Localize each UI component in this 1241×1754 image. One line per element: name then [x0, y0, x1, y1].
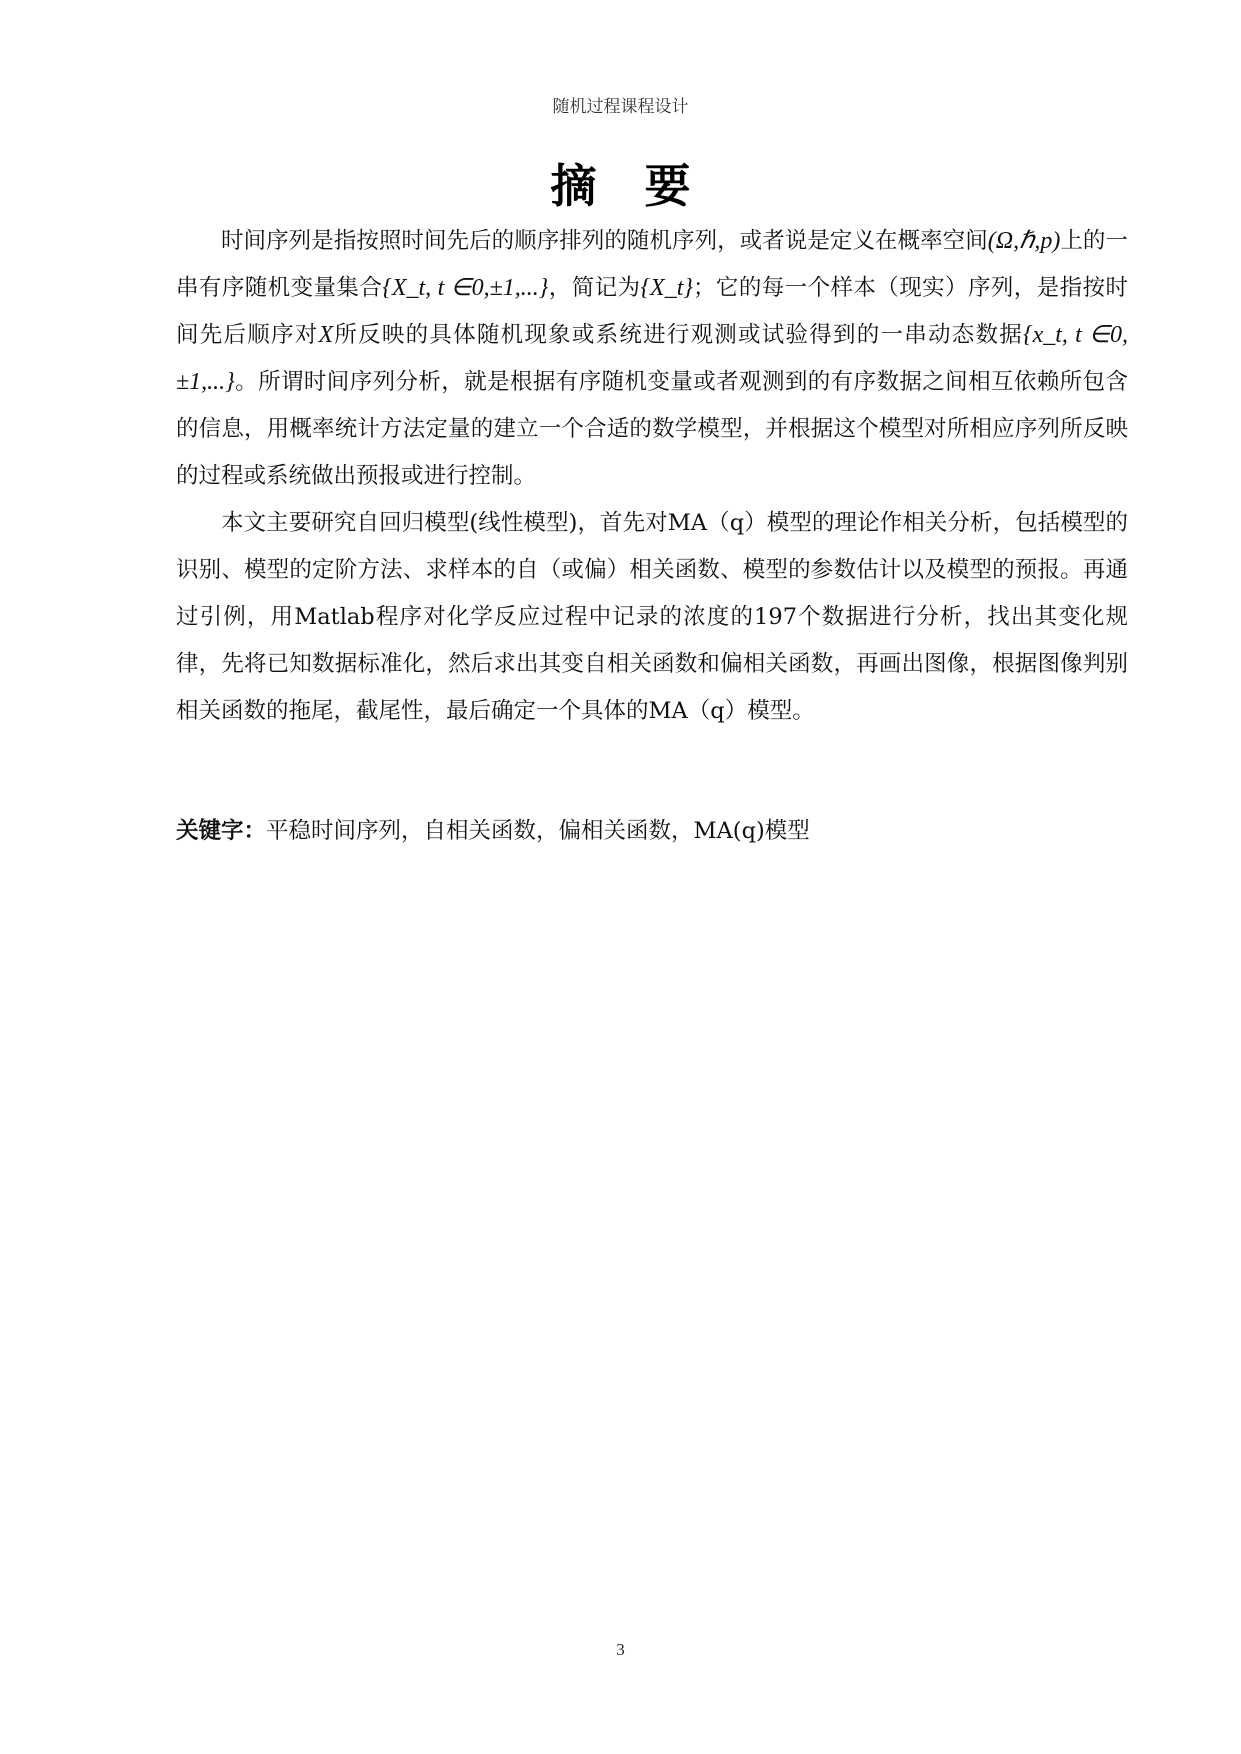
- p1-text-6: 。所谓时间序列分析，就是根据有序随机变量或者观测到的有序数据之间相互依赖所包含的信息，用概率统计方法定量的建立一个合适的数学模型，并根据这个模型对所相应序列所反映的过程或系统做出预报或进行控制。: [176, 369, 1128, 489]
- keywords-line: [176, 808, 1128, 855]
- p1-text-2: 上的一串有序随机变量集合: [176, 228, 1128, 301]
- abstract-body: [176, 218, 1128, 735]
- page-number: 3: [616, 1640, 625, 1659]
- p1-math-observed-set: {x_t, t ∈0,±1,...}: [176, 322, 1128, 395]
- keywords-label: 关键字：: [176, 818, 267, 844]
- keywords-text: 平稳时间序列，自相关函数，偏相关函数，MA(q)模型: [266, 818, 810, 844]
- p1-text-5: 所反映的具体随机现象或系统进行观测或试验得到的一串动态数据: [333, 322, 1023, 348]
- p1-text-3: ，简记为: [548, 275, 641, 301]
- p1-math-x: X: [318, 322, 334, 348]
- p1-math-random-set: {X_t, t ∈0,±1,...}: [382, 275, 549, 301]
- p1-text-4: ；它的每一个样本（现实）序列，是指按时间先后顺序对: [176, 275, 1128, 348]
- paragraph-2: 本文主要研究自回归模型(线性模型)，首先对MA（q）模型的理论作相关分析，包括模型的识别、模型的定阶方法、求样本的自（或偏）相关函数、模型的参数估计以及模型的预报。再通过引例，用Matlab程序对化学反应过程中记录的浓度的197个数据进行分析，找出其变化规律，先将已知数据标准化，然后求出其变自相关函数和偏相关函数，再画出图像，根据图像判别相关函数的拖尾，截尾性，最后确定一个具体的MA（q）模型。: [176, 510, 1128, 724]
- abstract-title: 摘要: [550, 159, 739, 213]
- p1-math-probability-space: (Ω,ℏ,p): [987, 228, 1061, 254]
- paragraph-1: [176, 218, 1128, 500]
- p1-math-short: {X_t}: [640, 275, 693, 301]
- p1-text-1: 时间序列是指按照时间先后的顺序排列的随机序列，或者说是定义在概率空间: [221, 228, 988, 254]
- running-header: 随机过程课程设计: [552, 97, 689, 117]
